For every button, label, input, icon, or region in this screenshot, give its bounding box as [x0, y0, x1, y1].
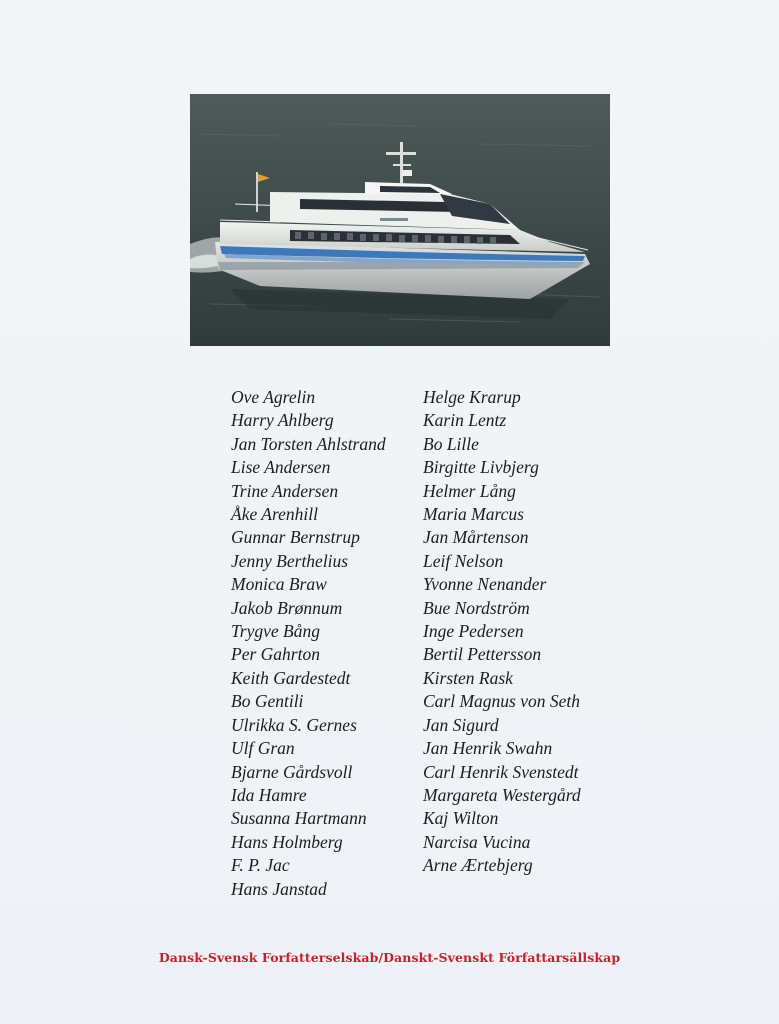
author-name: Birgitte Livbjerg [423, 457, 539, 478]
author-name: Per Gahrton [231, 644, 320, 665]
author-name: Jan Henrik Swahn [423, 738, 553, 759]
author-name: Jenny Berthelius [231, 550, 349, 571]
ferry-illustration [190, 94, 610, 346]
author-name: Ulrikka S. Gernes [231, 714, 357, 735]
author-name: Helge Krarup [423, 387, 521, 407]
author-name: Ida Hamre [231, 784, 307, 805]
author-name: Inge Pedersen [423, 621, 524, 642]
author-name: Trine Andersen [231, 480, 339, 501]
author-name: Bo Lille [423, 433, 479, 454]
author-name: Kirsten Rask [423, 667, 513, 688]
author-name: Trygve Bång [231, 621, 320, 642]
author-name: Monica Braw [231, 574, 327, 595]
author-name: Åke Arenhill [231, 504, 318, 525]
author-name: Carl Henrik Svenstedt [423, 761, 579, 782]
author-name: Bue Nordström [423, 597, 530, 618]
author-name: Hans Holmberg [231, 831, 343, 852]
author-name: Jan Torsten Ahlstrand [231, 433, 386, 454]
author-name: Karin Lentz [423, 410, 507, 431]
author-name: Bo Gentili [231, 691, 304, 712]
author-name: Carl Magnus von Seth [423, 691, 581, 712]
author-name: Bertil Pettersson [423, 644, 542, 665]
author-name: Jan Sigurd [423, 714, 499, 735]
author-name: Kaj Wilton [423, 808, 499, 829]
author-name: Harry Ahlberg [231, 410, 334, 431]
author-name: Margareta Westergård [423, 784, 581, 805]
author-name: Bjarne Gårdsvoll [231, 761, 353, 782]
author-name: Ulf Gran [231, 738, 295, 759]
author-name: Yvonne Nenander [423, 574, 547, 595]
author-name: Arne Ærtebjerg [423, 855, 533, 876]
author-name: Lise Andersen [231, 457, 331, 478]
author-name: Keith Gardestedt [231, 667, 351, 688]
author-name: Leif Nelson [423, 550, 504, 571]
author-name: Hans Janstad [231, 878, 327, 899]
author-name: Helmer Lång [423, 480, 516, 501]
author-name: Gunnar Bernstrup [231, 527, 360, 548]
author-name: Susanna Hartmann [231, 808, 367, 829]
author-name: Jakob Brønnum [231, 597, 343, 618]
author-name: Jan Mårtenson [423, 527, 529, 548]
author-name: Maria Marcus [423, 504, 524, 525]
ferry-photo [190, 94, 610, 346]
author-list-left [231, 386, 386, 901]
author-name: Ove Agrelin [231, 387, 316, 407]
author-name: Narcisa Vucina [423, 831, 531, 852]
author-list-right [423, 386, 581, 878]
society-name-footer: Dansk-Svensk Forfatterselskab/Danskt-Svenskt Författarsällskap [158, 950, 621, 965]
author-name: F. P. Jac [231, 855, 290, 876]
